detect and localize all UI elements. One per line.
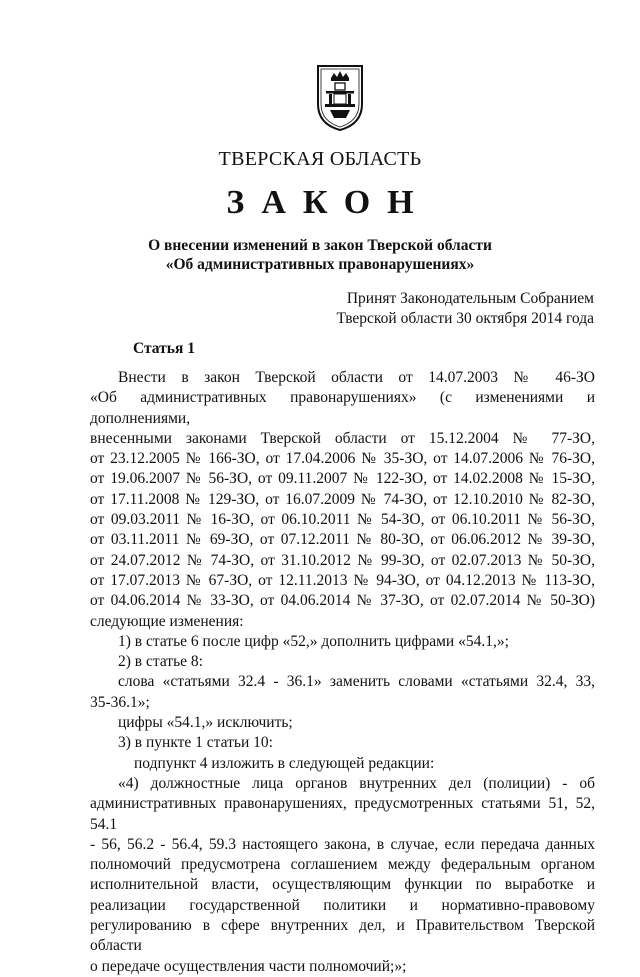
body-line: полномочий предусмотрена соглашением между федеральным органом: [90, 856, 595, 874]
body-line: от 19.06.2007 № 56-ЗО, от 09.11.2007 № 122-ЗО, от 14.02.2008 № 15-ЗО,: [90, 470, 595, 488]
article-title: Статья 1: [133, 340, 195, 357]
body-line: Внести в закон Тверской области от 14.07.2003 № 46-ЗО: [118, 369, 595, 386]
body-line: регулированию в сфере внутренних дел, и Правительством Тверской области: [90, 917, 595, 955]
article-body: [90, 368, 595, 977]
body-line: от 23.12.2005 № 166-ЗО, от 17.04.2006 № 35-ЗО, от 14.07.2006 № 76-ЗО,: [90, 450, 595, 468]
body-line: подпункт 4 изложить в следующей редакции:: [134, 754, 435, 772]
body-line: цифры «54.1,» исключить;: [118, 714, 293, 732]
body-line: следующие изменения:: [90, 612, 244, 630]
body-line: 3) в пункте 1 статьи 10:: [118, 734, 273, 752]
law-subtitle: [0, 236, 640, 274]
body-line: 1) в статье 6 после цифр «52,» дополнить цифрами «54.1,»;: [118, 632, 509, 650]
body-line: от 04.06.2014 № 33-ЗО, от 04.06.2014 № 37-ЗО, от 02.07.2014 № 50-ЗО): [90, 592, 595, 610]
adoption-note: [337, 289, 595, 329]
tver-coat-of-arms-icon: [316, 64, 364, 132]
body-line: 35-36.1»;: [90, 693, 150, 711]
law-title: ЗАКОН: [226, 184, 431, 221]
region-title: ТВЕРСКАЯ ОБЛАСТЬ: [218, 148, 422, 170]
subtitle-line-2: «Об административных правонарушениях»: [165, 256, 475, 273]
body-line: внесенными законами Тверской области от 15.12.2004 № 77-ЗО,: [90, 429, 595, 447]
body-line: административных правонарушениях, предусмотренных статьями 51, 52, 54.1: [90, 795, 595, 833]
body-line: «4) должностные лица органов внутренних дел (полиции) - об: [118, 774, 595, 792]
body-line: реализации государственной политики и нормативно-правовому: [90, 896, 595, 914]
body-line: 2) в статье 8:: [118, 653, 203, 671]
adoption-line-2: Тверской области 30 октября 2014 года: [336, 310, 594, 327]
body-line: о передаче осуществления части полномочий;»;: [90, 957, 407, 975]
body-line: от 24.07.2012 № 74-ЗО, от 31.10.2012 № 99-ЗО, от 02.07.2013 № 50-ЗО,: [90, 551, 595, 569]
body-line: слова «статьями 32.4 - 36.1» заменить словами «статьями 32.4, 33,: [118, 673, 595, 691]
adoption-line-1: Принят Законодательным Собранием: [346, 290, 594, 307]
body-line: от 17.07.2013 № 67-ЗО, от 12.11.2013 № 94-ЗО, от 04.12.2013 № 113-ЗО,: [90, 571, 595, 589]
body-line: исполнительной власти, осуществляющим функции по выработке и: [90, 876, 595, 894]
subtitle-line-1: О внесении изменений в закон Тверской области: [148, 237, 492, 254]
body-line: от 03.11.2011 № 69-ЗО, от 07.12.2011 № 80-ЗО, от 06.06.2012 № 39-ЗО,: [90, 531, 595, 549]
body-line: от 09.03.2011 № 16-ЗО, от 06.10.2011 № 54-ЗО, от 06.10.2011 № 56-ЗО,: [90, 511, 595, 529]
body-line: от 17.11.2008 № 129-ЗО, от 16.07.2009 № 74-ЗО, от 12.10.2010 № 82-ЗО,: [90, 490, 595, 508]
body-line: «Об административных правонарушениях» (с изменениями и дополнениями,: [90, 389, 595, 427]
body-line: - 56, 56.2 - 56.4, 59.3 настоящего закона, в случае, если передача данных: [90, 835, 595, 853]
